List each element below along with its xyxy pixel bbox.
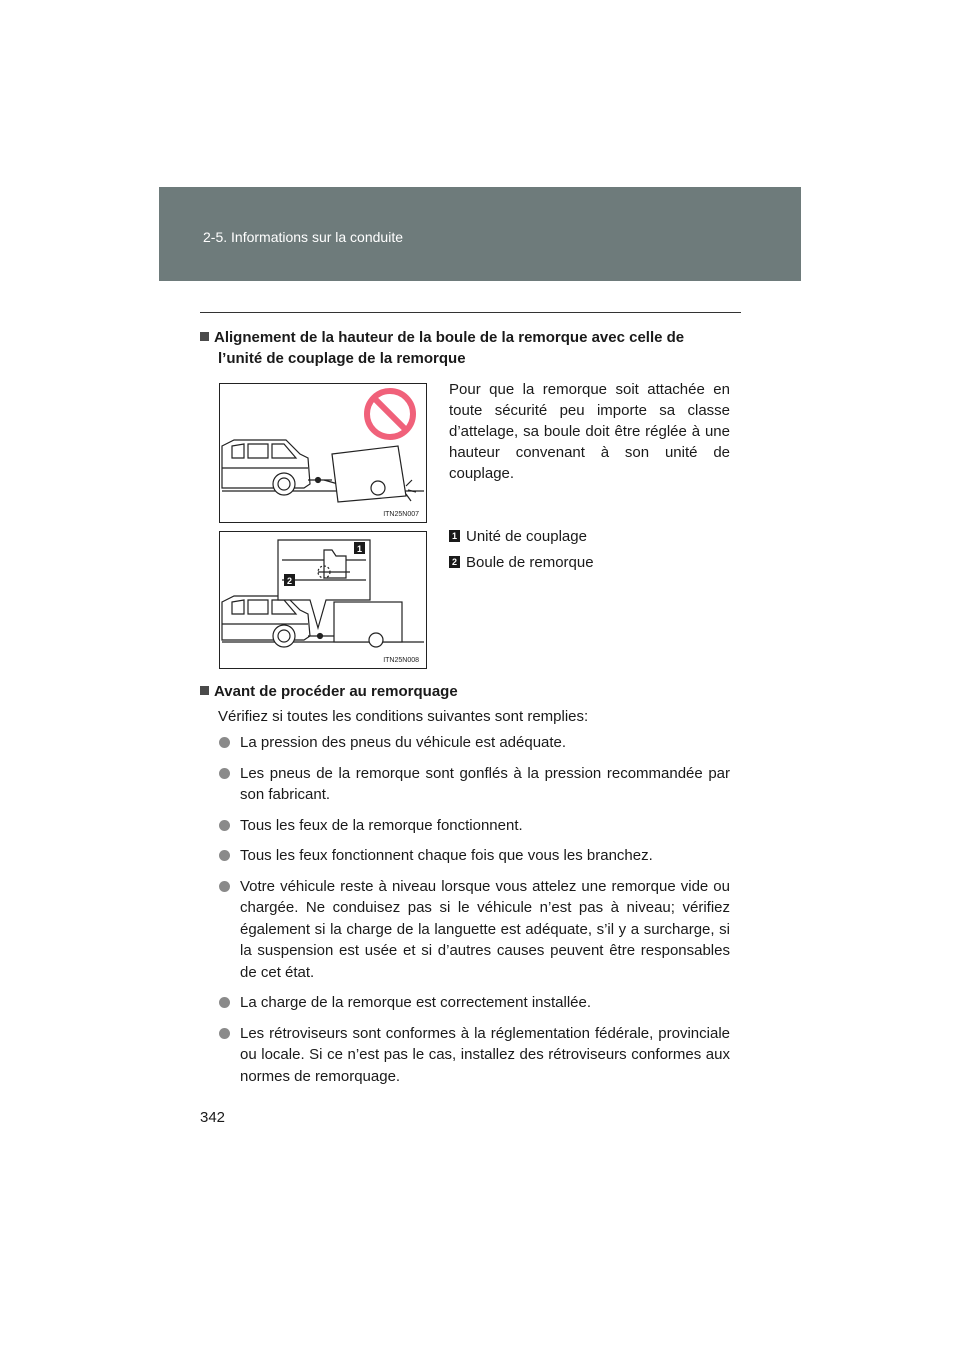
list-item — [218, 815, 730, 837]
heading-line-1: Alignement de la hauteur de la boule de la remorque avec celle de — [214, 329, 685, 346]
figure-illustration-1 — [220, 384, 426, 522]
list-item-text: Les pneus de la remorque sont gonflés à la pression recommandée par son fabricant. — [240, 764, 730, 803]
list-item — [218, 763, 730, 806]
towing-checklist — [218, 732, 730, 1096]
list-item — [218, 992, 730, 1014]
list-item — [218, 876, 730, 984]
round-bullet-icon — [219, 997, 230, 1008]
figure-aligned-hitch — [219, 531, 427, 669]
legend-item-coupling-unit — [449, 526, 587, 547]
legend-item-trailer-ball — [449, 552, 594, 573]
figure-code: ITN25N008 — [383, 657, 419, 664]
list-item-text: Votre véhicule reste à niveau lorsque vous attelez une remorque vide ou chargée. Ne conduisez pas si le véhicule n’est pas à niveau; vérifiez également si la charge de la languette est adéquate, s’il y a surcharge, si la suspension est usée et si d’autres causes peuvent être responsables de cet état. — [240, 877, 730, 981]
legend-label: Unité de couplage — [466, 528, 587, 545]
list-item — [218, 732, 730, 754]
heading-text: Avant de procéder au remorquage — [214, 683, 458, 700]
square-bullet-icon — [200, 686, 209, 695]
list-item-text: Les rétroviseurs sont conformes à la réglementation fédérale, provinciale ou locale. Si ce n’est pas le cas, installez des rétroviseurs conformes aux normes de remorquage. — [240, 1024, 730, 1085]
list-item — [218, 845, 730, 867]
figure-code: ITN25N007 — [383, 511, 419, 518]
round-bullet-icon — [219, 768, 230, 779]
checklist-intro: Vérifiez si toutes les conditions suivantes sont remplies: — [218, 708, 589, 725]
round-bullet-icon — [219, 737, 230, 748]
callout-2-number: 2 — [286, 576, 293, 586]
list-item-text: Tous les feux fonctionnent chaque fois que vous les branchez. — [240, 847, 653, 864]
heading-line-2: l’unité de couplage de la remorque — [218, 350, 466, 367]
legend-number: 1 — [449, 530, 460, 542]
callout-1-number: 1 — [356, 544, 363, 554]
list-item-text: La charge de la remorque est correctement installée. — [240, 994, 592, 1011]
list-item-text: Tous les feux de la remorque fonctionnent. — [240, 816, 523, 834]
legend-label: Boule de remorque — [466, 554, 594, 571]
list-item — [218, 1023, 730, 1088]
list-item-text: La pression des pneus du véhicule est adéquate. — [240, 734, 567, 751]
page-number: 342 — [200, 1109, 226, 1126]
figure-illustration-2 — [220, 532, 426, 668]
alignment-paragraph: Pour que la remorque soit attachée en toute sécurité peu importe sa classe d’attelage, sa boule doit être réglée à une hauteur convenant à son unité de couplage. — [449, 381, 730, 482]
round-bullet-icon — [219, 820, 230, 831]
section-heading-alignment — [200, 327, 731, 369]
round-bullet-icon — [219, 850, 230, 861]
section-title: 2-5. Informations sur la conduite — [203, 229, 403, 245]
round-bullet-icon — [219, 881, 230, 892]
header-rule — [200, 312, 741, 313]
legend-number: 2 — [449, 556, 460, 568]
section-header-band — [159, 187, 801, 281]
round-bullet-icon — [219, 1028, 230, 1039]
figure-misaligned-hitch — [219, 383, 427, 523]
square-bullet-icon — [200, 332, 209, 341]
section-heading-before-towing — [200, 681, 458, 702]
